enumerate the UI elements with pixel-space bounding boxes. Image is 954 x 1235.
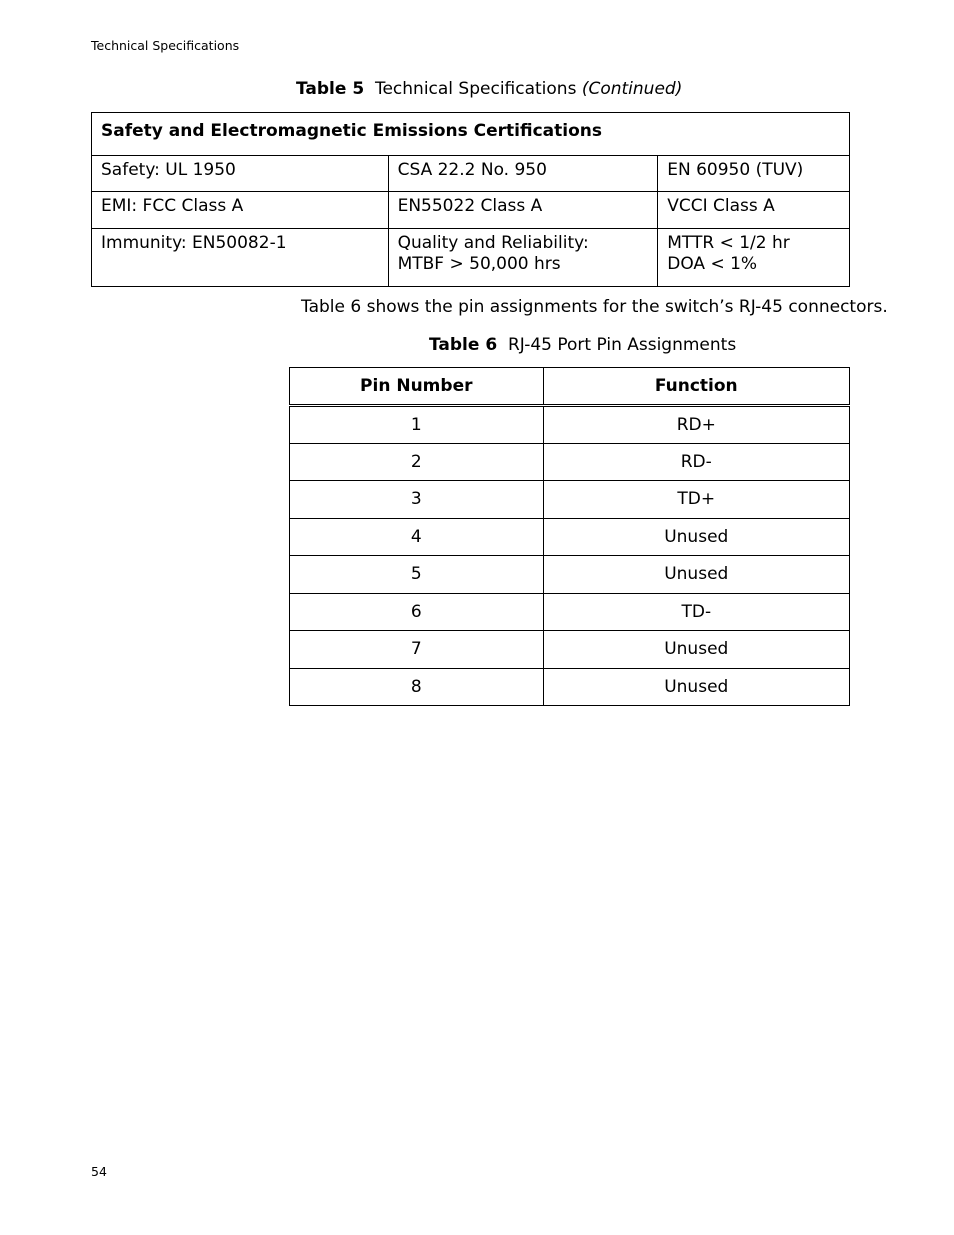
table-row xyxy=(290,631,850,669)
function-cell: Unused xyxy=(543,556,849,594)
function-cell: TD+ xyxy=(543,481,849,519)
table-cell xyxy=(388,229,658,287)
table-cell: VCCI Class A xyxy=(658,192,850,229)
pin-number-cell: 5 xyxy=(290,556,544,594)
pin-number-cell: 8 xyxy=(290,668,544,706)
table6-caption-title: RJ-45 Port Pin Assignments xyxy=(507,335,737,355)
table-cell: EN 60950 (TUV) xyxy=(658,156,850,192)
table-cell xyxy=(92,229,389,287)
table6-caption xyxy=(429,335,736,355)
table5-caption-suffix: (Continued) xyxy=(581,79,683,99)
table-cell: Safety: UL 1950 xyxy=(92,156,389,192)
table5-section-heading: Safety and Electromagnetic Emissions Certifications xyxy=(92,113,850,156)
table-row xyxy=(290,406,850,444)
page-number: 54 xyxy=(91,1164,107,1179)
table-cell: CSA 22.2 No. 950 xyxy=(388,156,658,192)
table-row xyxy=(290,668,850,706)
cell-line: MTTR < 1/2 hr xyxy=(667,233,790,253)
column-header-function: Function xyxy=(543,368,849,406)
cell-line: MTBF > 50,000 hrs xyxy=(397,254,561,274)
table-cell: EN55022 Class A xyxy=(388,192,658,229)
cell-line: Quality and Reliability: xyxy=(397,233,589,253)
pin-number-cell: 2 xyxy=(290,443,544,481)
function-cell: RD- xyxy=(543,443,849,481)
pin-number-cell: 1 xyxy=(290,406,544,444)
cell-line: DOA < 1% xyxy=(667,254,758,274)
table6-caption-label: Table 6 xyxy=(429,335,498,355)
intro-paragraph: Table 6 shows the pin assignments for the switch’s RJ-45 connectors. xyxy=(301,297,888,317)
table-row xyxy=(92,192,850,229)
pin-number-cell: 6 xyxy=(290,593,544,631)
technical-specifications-table xyxy=(91,112,850,287)
table-row xyxy=(92,229,850,287)
function-cell: TD- xyxy=(543,593,849,631)
table5-caption xyxy=(296,79,682,99)
table5-caption-label: Table 5 xyxy=(296,79,365,99)
table-header-row xyxy=(290,368,850,406)
pin-assignments-table xyxy=(289,367,850,706)
function-cell: Unused xyxy=(543,518,849,556)
cell-line: Immunity: EN50082-1 xyxy=(101,233,287,253)
table-row xyxy=(290,556,850,594)
table-cell: EMI: FCC Class A xyxy=(92,192,389,229)
table-row xyxy=(92,156,850,192)
column-header-pin-number: Pin Number xyxy=(290,368,544,406)
function-cell: RD+ xyxy=(543,406,849,444)
function-cell: Unused xyxy=(543,631,849,669)
pin-number-cell: 7 xyxy=(290,631,544,669)
running-header: Technical Specifications xyxy=(91,38,240,53)
pin-number-cell: 3 xyxy=(290,481,544,519)
table5-caption-title: Technical Specifications xyxy=(374,79,577,99)
table-cell xyxy=(658,229,850,287)
pin-number-cell: 4 xyxy=(290,518,544,556)
table-row xyxy=(290,593,850,631)
table-row xyxy=(290,481,850,519)
table-row xyxy=(290,443,850,481)
table-row xyxy=(290,518,850,556)
function-cell: Unused xyxy=(543,668,849,706)
